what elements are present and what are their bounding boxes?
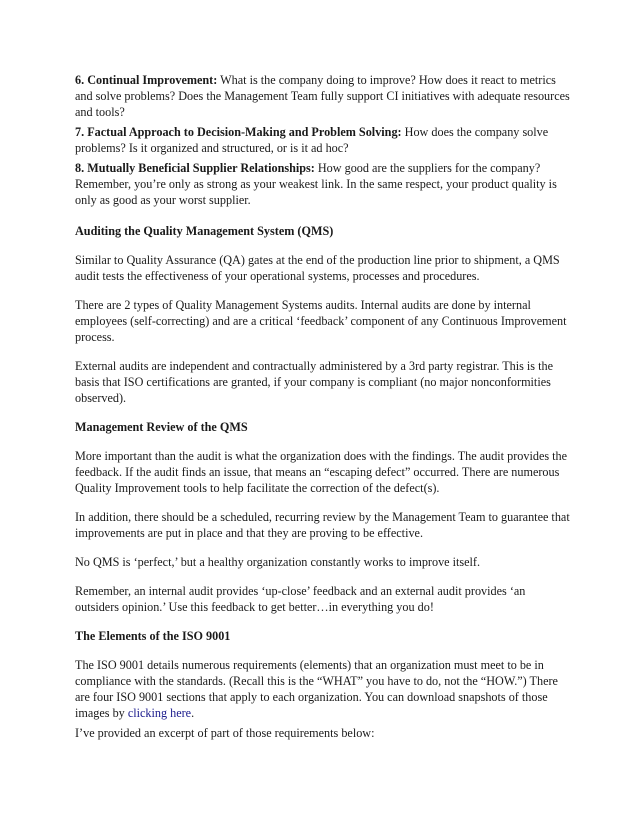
principle-7-title: 7. Factual Approach to Decision-Making and Problem Solving: xyxy=(75,125,402,139)
auditing-paragraph-2: There are 2 types of Quality Management Systems audits. Internal audits are done by internal employees (self-correcting) and are a critical ‘feedback’ component of any Continuous Improvement process. xyxy=(75,298,567,344)
clicking-here-link[interactable]: clicking here xyxy=(127,706,192,720)
principle-6-text: What is the company doing to improve? How does it react to metrics and solve problems? Does the Management Team fully support CI initiatives with adequate resources and tools? xyxy=(75,73,570,119)
elements-paragraph-1 xyxy=(75,657,570,721)
principle-8-text: How good are the suppliers for the company? Remember, you’re only as strong as your weakest link. In the same respect, your product quality is only as good as your worst supplier. xyxy=(75,161,557,207)
principle-8-title: 8. Mutually Beneficial Supplier Relationships: xyxy=(75,161,315,175)
elements-paragraph-1-text: The ISO 9001 details numerous requirements (elements) that an organization must meet to be in compliance with the standards. (Recall this is the “WHAT” you have to do, not the “HOW.”) There are four ISO 9001 sections that apply to each organization. You can download snapshots of those images by xyxy=(75,658,558,720)
auditing-paragraph-3: External audits are independent and contractually administered by a 3rd party registrar. This is the basis that ISO certifications are granted, if your company is compliant (no major nonconformities observed). xyxy=(75,359,553,405)
review-paragraph-3: No QMS is ‘perfect,’ but a healthy organization constantly works to improve itself. xyxy=(75,555,481,569)
elements-paragraph-1-end: . xyxy=(191,706,195,720)
principle-7 xyxy=(75,124,570,156)
elements-paragraph-2: I’ve provided an excerpt of part of those requirements below: xyxy=(75,726,375,740)
review-heading: Management Review of the QMS xyxy=(75,420,248,434)
elements-heading: The Elements of the ISO 9001 xyxy=(75,629,231,643)
review-paragraph-4: Remember, an internal audit provides ‘up-close’ feedback and an external audit provides ‘an outsiders opinion.’ Use this feedback to get better…in everything you do! xyxy=(75,584,526,614)
auditing-heading: Auditing the Quality Management System (QMS) xyxy=(75,224,334,238)
auditing-paragraph-1: Similar to Quality Assurance (QA) gates at the end of the production line prior to shipment, a QMS audit tests the effectiveness of your operational systems, processes and procedures. xyxy=(75,253,560,283)
principle-6-title: 6. Continual Improvement: xyxy=(75,73,218,87)
review-paragraph-2: In addition, there should be a scheduled, recurring review by the Management Team to guarantee that improvements are put in place and that they are proving to be effective. xyxy=(75,510,570,540)
document-page xyxy=(75,72,570,741)
principle-8 xyxy=(75,160,570,208)
principle-7-text: How does the company solve problems? Is it organized and structured, or is it ad hoc? xyxy=(75,125,549,155)
review-paragraph-1: More important than the audit is what the organization does with the findings. The audit provides the feedback. If the audit finds an issue, that means an “escaping defect” occurred. There are numerous Quality Improvement tools to help facilitate the correction of the defect(s). xyxy=(75,449,568,495)
principle-6 xyxy=(75,72,570,120)
